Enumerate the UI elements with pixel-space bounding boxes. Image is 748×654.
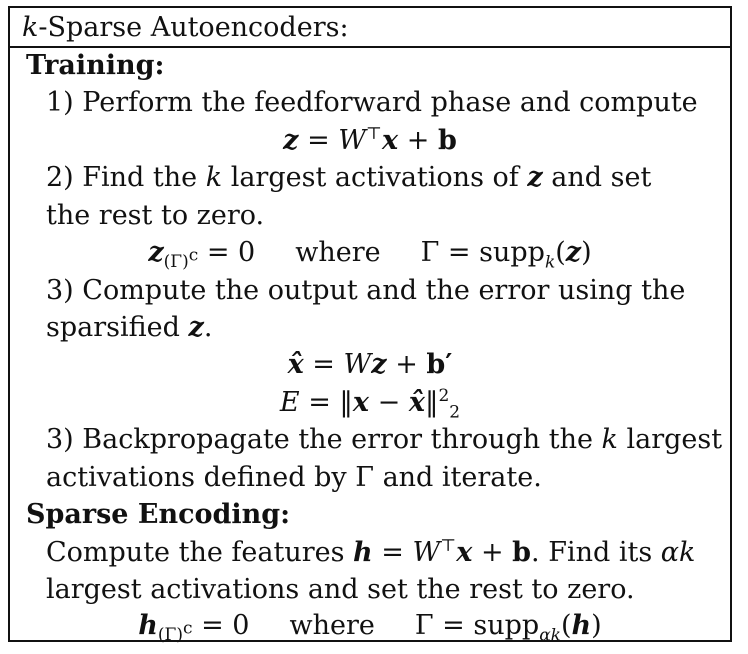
equation-z-support: $z_{(\Gamma)^c} = 0$ where Γ = supp$_k$(z) xyxy=(148,237,592,273)
equation-error: E = ‖x − x̂‖$^2_2$ xyxy=(279,386,461,423)
training-step-1: 1) Perform the feedforward phase and compute xyxy=(46,87,698,118)
training-heading: Training: xyxy=(26,50,165,81)
training-step-2-cont: the rest to zero. xyxy=(46,200,265,231)
sparse-encoding-heading: Sparse Encoding: xyxy=(26,499,291,530)
algorithm-header xyxy=(10,8,730,48)
equation-xhat: x̂ = Wz + b′ xyxy=(287,349,453,380)
algorithm-title: k-Sparse Autoencoders: xyxy=(22,12,349,43)
equation-h-support: $h_{(\Gamma)^c} = 0$ where Γ = supp$_{\alpha k}$(h) xyxy=(138,610,602,646)
encoding-line-1: Compute the features h = W⊤x + b. Find its αk xyxy=(46,536,696,568)
training-step-3-cont: sparsified z. xyxy=(46,312,213,343)
training-step-3: 3) Compute the output and the error using the xyxy=(46,275,686,306)
encoding-line-2: largest activations and set the rest to zero. xyxy=(46,574,635,605)
training-step-4: 3) Backpropagate the error through the k largest xyxy=(46,424,723,455)
training-step-4-cont: activations defined by Γ and iterate. xyxy=(46,462,542,493)
algorithm-box xyxy=(8,6,732,646)
training-step-2: 2) Find the k largest activations of z and set xyxy=(46,162,652,193)
equation-z: z = W⊤x + b xyxy=(283,124,457,156)
